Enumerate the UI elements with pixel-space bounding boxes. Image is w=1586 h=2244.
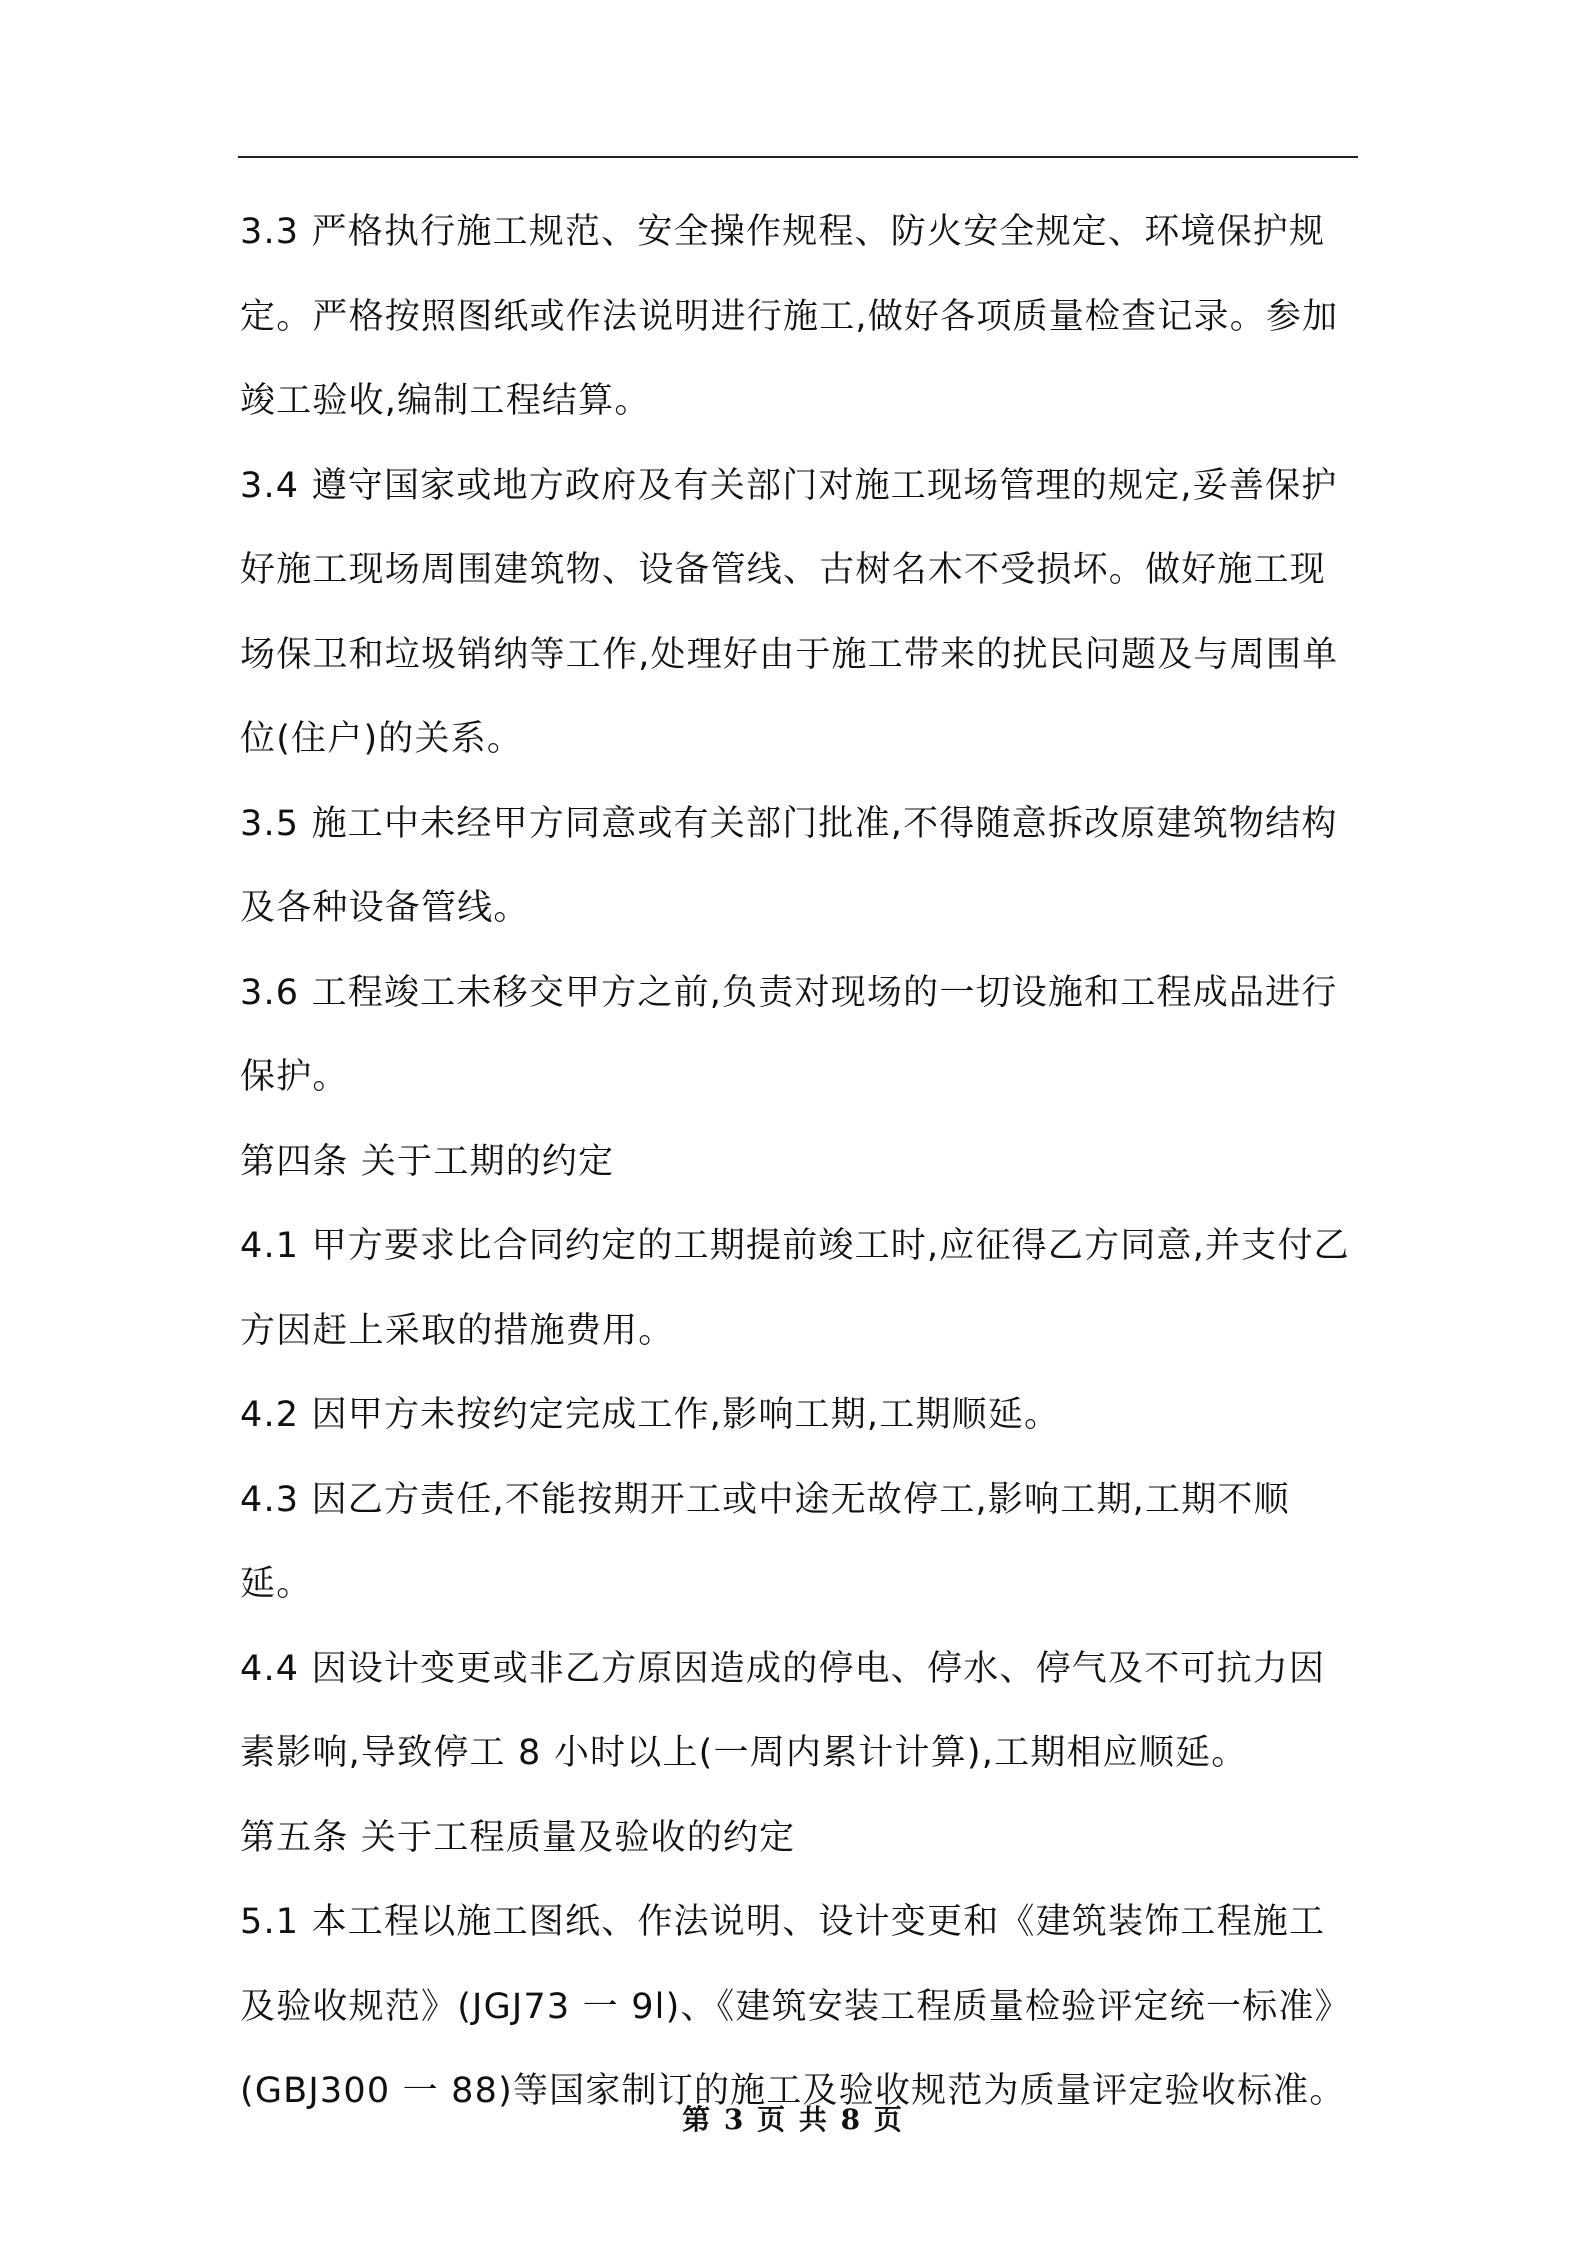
document-body bbox=[240, 190, 1358, 2134]
clause-3-5: 3.5 施工中未经甲方同意或有关部门批准,不得随意拆改原建筑物结构及各种设备管线。 bbox=[240, 803, 1338, 928]
clause-4-2: 4.2 因甲方未按约定完成工作,影响工期,工期顺延。 bbox=[240, 1395, 1061, 1435]
clause-5-1: 5.1 本工程以施工图纸、作法说明、设计变更和《建筑装饰工程施工及验收规范》(JGJ73 一 9l)、《建筑安装工程质量检验评定统一标准》(GBJ300 一 88)等国家制订的施工及验收规范为质量评定验收标准。 bbox=[240, 1902, 1351, 2111]
clause-3-6: 3.6 工程竣工未移交甲方之前,负责对现场的一切设施和工程成品进行保护。 bbox=[240, 972, 1338, 1097]
clause-4-4: 4.4 因设计变更或非乙方原因造成的停电、停水、停气及不可抗力因素影响,导致停工 8 小时以上(一周内累计计算),工期相应顺延。 bbox=[240, 1648, 1326, 1773]
page-footer bbox=[0, 2098, 1586, 2138]
page-number: 第 3 页 共 8 页 bbox=[682, 2103, 904, 2136]
article-4-heading: 第四条 关于工期的约定 bbox=[240, 1141, 615, 1182]
clause-3-3: 3.3 严格执行施工规范、安全操作规程、防火安全规定、环境保护规定。严格按照图纸或作法说明进行施工,做好各项质量检查记录。参加竣工验收,编制工程结算。 bbox=[240, 212, 1339, 421]
clause-4-1: 4.1 甲方要求比合同约定的工期提前竣工时,应征得乙方同意,并支付乙方因赶上采取的措施费用。 bbox=[240, 1226, 1350, 1351]
article-5-heading: 第五条 关于工程质量及验收的约定 bbox=[240, 1817, 796, 1858]
header-divider bbox=[238, 156, 1358, 158]
clause-3-4: 3.4 遵守国家或地方政府及有关部门对施工现场管理的规定,妥善保护好施工现场周围建筑物、设备管线、古树名木不受损坏。做好施工现场保卫和垃圾销纳等工作,处理好由于施工带来的扰民问题及与周围单位(住户)的关系。 bbox=[240, 465, 1339, 759]
clause-4-3: 4.3 因乙方责任,不能按期开工或中途无故停工,影响工期,工期不顺延。 bbox=[240, 1479, 1290, 1604]
